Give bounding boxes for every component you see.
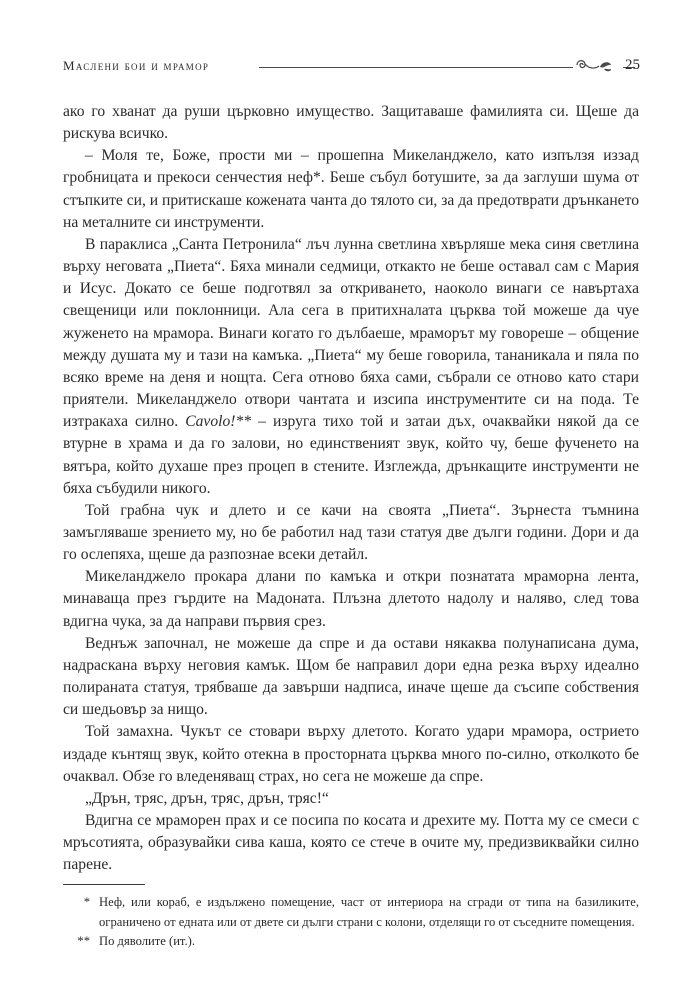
body-text <box>63 101 639 876</box>
running-title: Маслени бои и мрамор <box>63 58 210 73</box>
paragraph-7: Той замахна. Чукът се стовари върху длетото. Когато удари мрамора, острието издаде кънтящ звук, който отекна в просторната църква много по-силно, отколкото бе очаквал. Обзе го вледеняващ страх, но сега не можеше да спре. <box>63 723 639 785</box>
footnote-marker: ** <box>77 934 90 948</box>
footnote-rule <box>63 884 145 885</box>
paragraph-5: Микеланджело прокара длани по камъка и откри познатата мраморна лента, минаваща през гърдите на Мадоната. Плъзна длетото надолу и наляво, след това вдигна чука, за да направи първия срез. <box>63 568 639 630</box>
paragraph-6: Веднъж започнал, не можеше да спре и да остави някаква полунаписана дума, надраскана върху неговия камък. Щом бе направил дори една резка върху идеално полираната статуя, трябваше да завърши надписа, иначе щеше да съсипе собствения си шедьовър за нищо. <box>63 634 639 719</box>
paragraph-8: „Дрън, тряс, дрън, тряс, дрън, тряс!“ <box>85 789 329 807</box>
footnote <box>63 932 639 952</box>
paragraph-3-text: В параклиса „Санта Петронила“ лъч лунна светлина хвърляше мека синя светлина върху неговата „Пиета“. Бяха минали седмици, откакто не беше оставал сам с Мария и Исус. Докато се беше подготвял за откриването, наоколо винаги се навъртаха свещеници или поклонници. Ала сега в притихналата църква той можеше да чуе жуженето на мрамора. Винаги когато го дълбаеше, мраморът му говореше – общение между душата му и тази на камъка. „Пиета“ му беше говорила, тананикала и пяла по всяко време на деня и нощта. Сега отново бяха сами, събрали се отново като стари приятели. Микеланджело отвори чантата и изсипа инструментите си на пода. Те изтракаха силно. <box>63 235 639 431</box>
footnote <box>63 893 639 932</box>
footnote-text: Неф, или кораб, е издължено помещение, част от интериора на сгради от типа на базиликите, ограничено от едната или от двете си дълги страни с колони, отделящи го от съседните помещения. <box>99 895 639 929</box>
swirl-leaf-ornament-icon <box>573 56 623 76</box>
footnote-text: По дяволите (ит.). <box>99 934 195 948</box>
footnote-marker: * <box>83 895 90 909</box>
page-header <box>63 55 643 77</box>
paragraph-1: ако го хванат да руши църковно имущество. Защитаваше фамилията си. Щеше да рискува всичко. <box>63 103 639 143</box>
page-number: 25 <box>625 57 640 73</box>
paragraph-3-continuation: – изруга тихо той и затаи дъх, очаквайки някой да се втурне в храма и да го залови, но единственият звук, който чу, беше фученето на вятъра, който духаше през процеп в стените. Изглежда, дрънкащите инструменти не бяха събудили никого. <box>63 413 639 497</box>
italic-exclamation: Cavolo!** <box>185 413 252 431</box>
paragraph-9: Вдигна се мраморен прах и се посипа по косата и дрехите му. Потта му се смеси с мръсотията, образувайки сива каша, която се стече в очите му, предизвиквайки силно парене. <box>63 812 639 874</box>
footnotes <box>63 893 639 952</box>
paragraph-4: Той грабна чук и длето и се качи на своята „Пиета“. Зърнеста тъмнина замъгляваше зрението му, но бе работил над тази статуя две дълги години. Дори и да го ослепяха, щеше да разпознае всеки детайл. <box>63 501 639 564</box>
paragraph-2: – Моля те, Боже, прости ми – прошепна Микеланджело, като изпълзя иззад гробницата и прекоси сенчестия неф*. Беше събул ботушите, за да заглуши шума от стъпките си, и притискаше кожената чанта до тялото си, за да предотврати дрънкането на металните си инструменти. <box>63 147 639 231</box>
paragraph-3 <box>63 234 639 500</box>
